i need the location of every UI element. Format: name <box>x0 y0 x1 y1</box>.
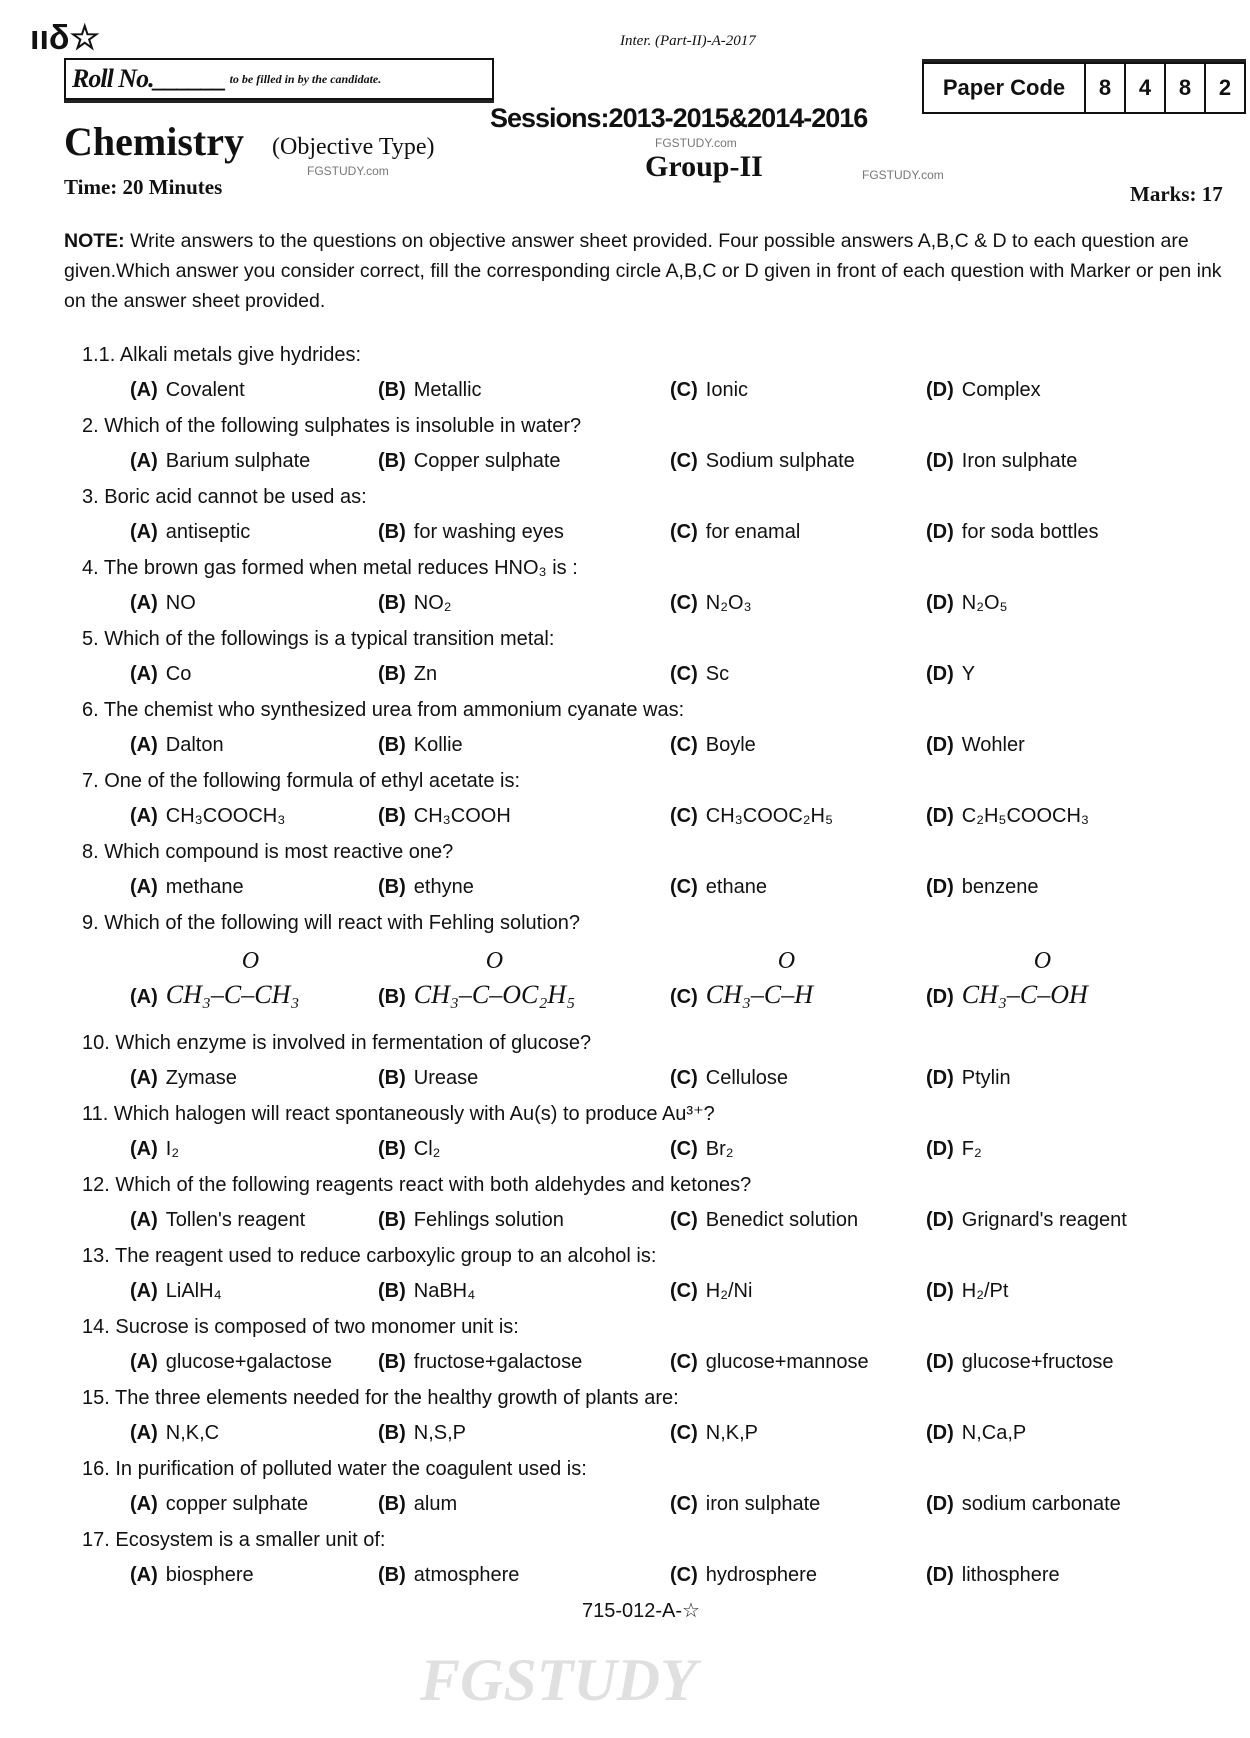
option-text: Covalent <box>165 379 245 401</box>
question-item <box>0 1170 1250 1241</box>
answer-option <box>670 663 729 686</box>
option-text: Cellulose <box>705 1067 789 1089</box>
option-text: NaBH₄ <box>413 1280 476 1302</box>
option-text: Boyle <box>705 734 756 756</box>
question-item <box>0 1312 1250 1383</box>
answer-option <box>670 1280 752 1303</box>
answer-option <box>130 379 245 402</box>
option-letter: (B) <box>378 1280 406 1302</box>
answer-option <box>926 1209 1127 1232</box>
answer-option <box>378 1351 582 1374</box>
option-letter: (B) <box>378 450 406 472</box>
answer-option <box>670 1493 820 1516</box>
answer-option <box>130 1138 179 1161</box>
option-text: N,K,P <box>705 1422 759 1444</box>
answer-option <box>670 1209 858 1232</box>
option-text: methane <box>165 876 244 898</box>
answer-option <box>926 1138 982 1161</box>
carbonyl-oxygen: O <box>485 948 504 974</box>
option-letter: (D) <box>926 1493 954 1515</box>
option-text: antiseptic <box>165 521 251 543</box>
option-letter: (A) <box>130 592 158 614</box>
option-text: N,K,C <box>165 1422 220 1444</box>
answer-option <box>130 1280 222 1303</box>
option-letter: (A) <box>130 1422 158 1444</box>
roll-label: Roll No.______ <box>72 64 226 93</box>
question-text: 5. Which of the followings is a typical transition metal: <box>82 628 555 650</box>
answer-option <box>130 1422 219 1445</box>
question-item <box>0 1099 1250 1170</box>
option-letter: (D) <box>926 1351 954 1373</box>
answer-option <box>926 450 1077 473</box>
answer-option <box>670 1138 734 1161</box>
paper-code-digit: 8 <box>1084 64 1124 112</box>
paper-code-digit: 8 <box>1164 64 1204 112</box>
option-text: biosphere <box>165 1564 254 1586</box>
option-text: Ptylin <box>961 1067 1011 1089</box>
question-item <box>0 837 1250 908</box>
answer-option <box>378 948 576 1010</box>
option-text: N₂O₅ <box>961 592 1008 614</box>
option-letter: (C) <box>670 1138 698 1160</box>
option-letter: (A) <box>130 1351 158 1373</box>
answer-option <box>130 1564 254 1587</box>
answer-option <box>378 1280 475 1303</box>
answer-option <box>926 876 1039 899</box>
answer-option <box>670 1422 758 1445</box>
answer-option <box>926 663 975 686</box>
answer-option <box>670 1564 817 1587</box>
option-letter: (A) <box>130 1564 158 1586</box>
option-text: Ionic <box>705 379 749 401</box>
question-item <box>0 1383 1250 1454</box>
option-text: for soda bottles <box>961 521 1099 543</box>
option-letter: (D) <box>926 450 954 472</box>
option-text: N,Ca,P <box>961 1422 1027 1444</box>
answer-option <box>670 734 756 757</box>
option-text: Complex <box>961 379 1041 401</box>
option-letter: (C) <box>670 379 698 401</box>
option-letter: (A) <box>130 805 158 827</box>
question-item <box>0 695 1250 766</box>
option-letter: (A) <box>130 876 158 898</box>
paper-code-label: Paper Code <box>942 75 1066 100</box>
question-item <box>0 624 1250 695</box>
question-item <box>0 766 1250 837</box>
answer-option <box>926 1422 1026 1445</box>
option-letter: (C) <box>670 805 698 827</box>
option-text: Br₂ <box>705 1138 734 1160</box>
option-letter: (C) <box>670 521 698 543</box>
option-letter: (D) <box>926 1209 954 1231</box>
answer-option <box>378 734 463 757</box>
option-text: Benedict solution <box>705 1209 859 1231</box>
option-letter: (B) <box>378 521 406 543</box>
option-letter: (C) <box>670 592 698 614</box>
option-text: N₂O₃ <box>705 592 752 614</box>
option-letter: (C) <box>670 663 698 685</box>
watermark-logo: FGSTUDY <box>420 1647 697 1713</box>
option-text: Sodium sulphate <box>705 450 855 472</box>
answer-option <box>378 1493 457 1516</box>
question-item <box>0 553 1250 624</box>
option-text: Tollen's reagent <box>165 1209 306 1231</box>
exam-label: Inter. (Part-II)-A-2017 <box>620 33 756 49</box>
subject-title: Chemistry <box>64 119 244 164</box>
option-letter: (B) <box>378 1422 406 1444</box>
option-letter: (B) <box>378 1564 406 1586</box>
question-text: 10. Which enzyme is involved in fermentation of glucose? <box>82 1032 592 1054</box>
option-text: N,S,P <box>413 1422 467 1444</box>
option-text: copper sulphate <box>165 1493 309 1515</box>
question-text: 13. The reagent used to reduce carboxylic group to an alcohol is: <box>82 1245 657 1267</box>
time-label: Time: 20 Minutes <box>64 175 223 199</box>
question-text: 7. One of the following formula of ethyl acetate is: <box>82 770 521 792</box>
structural-formula <box>705 948 814 1010</box>
answer-option <box>378 521 564 544</box>
answer-option <box>670 805 833 828</box>
structural-formula <box>165 948 300 1010</box>
answer-option <box>926 805 1089 828</box>
option-letter: (D) <box>926 986 954 1008</box>
answer-option <box>130 521 250 544</box>
option-letter: (A) <box>130 379 158 401</box>
option-text: Iron sulphate <box>961 450 1078 472</box>
answer-option <box>130 592 196 615</box>
option-text: CH₃COOCH₃ <box>165 805 286 827</box>
answer-option <box>926 734 1025 757</box>
answer-option <box>130 948 300 1010</box>
answer-option <box>130 1067 237 1090</box>
option-letter: (C) <box>670 986 698 1008</box>
answer-option <box>670 1351 869 1374</box>
option-letter: (A) <box>130 1280 158 1302</box>
option-letter: (A) <box>130 1067 158 1089</box>
option-letter: (D) <box>926 734 954 756</box>
option-text: Urease <box>413 1067 479 1089</box>
answer-option <box>670 948 814 1010</box>
roll-hint: to be filled in by the candidate. <box>229 71 382 86</box>
option-text: glucose+galactose <box>165 1351 332 1373</box>
option-letter: (C) <box>670 1564 698 1586</box>
option-text: Grignard's reagent <box>961 1209 1127 1231</box>
instructions-note <box>64 226 1224 316</box>
paper-footer-code: 715-012-A-☆ <box>582 1600 700 1622</box>
option-text: glucose+mannose <box>705 1351 869 1373</box>
option-letter: (B) <box>378 379 406 401</box>
option-text: Zn <box>413 663 438 685</box>
option-text: atmosphere <box>413 1564 520 1586</box>
answer-option <box>378 1209 564 1232</box>
answer-option <box>378 876 474 899</box>
option-letter: (D) <box>926 663 954 685</box>
option-text: sodium carbonate <box>961 1493 1121 1515</box>
answer-option <box>130 734 224 757</box>
answer-option <box>926 948 1088 1010</box>
option-letter: (D) <box>926 1067 954 1089</box>
answer-option <box>378 1138 440 1161</box>
carbonyl-oxygen: O <box>1033 948 1052 974</box>
answer-option <box>926 1067 1011 1090</box>
question-text: 6. The chemist who synthesized urea from ammonium cyanate was: <box>82 699 685 721</box>
option-letter: (A) <box>130 1493 158 1515</box>
option-text: Metallic <box>413 379 482 401</box>
question-item <box>0 1454 1250 1525</box>
option-text: H₂/Ni <box>705 1280 753 1302</box>
option-letter: (D) <box>926 1280 954 1302</box>
option-text: LiAlH₄ <box>165 1280 222 1302</box>
watermark-text: FGSTUDY.com <box>862 168 944 182</box>
carbonyl-oxygen: O <box>241 948 260 974</box>
formula-text: CH₃–C–OC₂H₅ <box>413 980 576 1009</box>
structural-formula <box>413 948 576 1010</box>
question-text: 4. The brown gas formed when metal reduces HNO₃ is : <box>82 557 578 579</box>
question-text: 8. Which compound is most reactive one? <box>82 841 454 863</box>
option-letter: (C) <box>670 1493 698 1515</box>
question-text: 16. In purification of polluted water the coagulent used is: <box>82 1458 587 1480</box>
answer-option <box>378 450 561 473</box>
formula-text: CH₃–C–CH₃ <box>165 980 300 1009</box>
watermark-text: FGSTUDY.com <box>307 164 389 178</box>
option-letter: (B) <box>378 1209 406 1231</box>
question-text: 17. Ecosystem is a smaller unit of: <box>82 1529 386 1551</box>
question-text: 12. Which of the following reagents react with both aldehydes and ketones? <box>82 1174 752 1196</box>
question-text: 11. Which halogen will react spontaneously with Au(s) to produce Au³⁺? <box>82 1103 715 1125</box>
answer-option <box>926 521 1099 544</box>
answer-option <box>670 379 748 402</box>
question-item <box>0 1241 1250 1312</box>
option-letter: (B) <box>378 663 406 685</box>
option-text: CH₃COOC₂H₅ <box>705 805 834 827</box>
roll-no-box <box>64 58 494 100</box>
option-text: glucose+fructose <box>961 1351 1114 1373</box>
handwritten-mark: ııδ☆ <box>30 19 100 57</box>
answer-option <box>926 1564 1060 1587</box>
answer-option <box>378 1067 478 1090</box>
answer-option <box>670 450 855 473</box>
answer-option <box>926 1280 1008 1303</box>
option-text: NO₂ <box>413 592 452 614</box>
answer-option <box>130 1493 308 1516</box>
option-text: ethane <box>705 876 767 898</box>
answer-option <box>926 1351 1114 1374</box>
answer-option <box>130 663 191 686</box>
option-text: Barium sulphate <box>165 450 311 472</box>
option-letter: (C) <box>670 450 698 472</box>
option-text: I₂ <box>165 1138 180 1160</box>
question-item <box>0 340 1250 411</box>
option-letter: (D) <box>926 521 954 543</box>
answer-option <box>378 592 452 615</box>
option-letter: (B) <box>378 1493 406 1515</box>
option-text: hydrosphere <box>705 1564 817 1586</box>
structural-formula <box>961 948 1088 1010</box>
option-letter: (B) <box>378 1067 406 1089</box>
question-item <box>0 482 1250 553</box>
answer-option <box>926 1493 1121 1516</box>
note-text: Write answers to the questions on objective answer sheet provided. Four possible answers A,B,C & D to each question are given.Which answer you consider correct, fill the corresponding circle A,B,C or D given in front of each question with Marker or pen ink on the answer sheet provided. <box>64 230 1222 312</box>
option-text: Co <box>165 663 192 685</box>
option-text: ethyne <box>413 876 474 898</box>
option-letter: (B) <box>378 592 406 614</box>
answer-option <box>670 592 752 615</box>
option-letter: (D) <box>926 1138 954 1160</box>
option-letter: (C) <box>670 1280 698 1302</box>
option-letter: (B) <box>378 805 406 827</box>
option-text: Y <box>961 663 976 685</box>
question-item <box>0 1028 1250 1099</box>
option-text: Cl₂ <box>413 1138 441 1160</box>
option-letter: (C) <box>670 1209 698 1231</box>
paper-code-digit: 4 <box>1124 64 1164 112</box>
option-text: F₂ <box>961 1138 982 1160</box>
marks-label: Marks: 17 <box>1130 182 1223 206</box>
answer-option <box>926 379 1041 402</box>
answer-option <box>130 450 310 473</box>
group-label: Group-II <box>645 150 763 183</box>
option-letter: (C) <box>670 734 698 756</box>
question-item <box>0 908 1250 1028</box>
answer-option <box>130 876 244 899</box>
option-letter: (B) <box>378 876 406 898</box>
option-text: H₂/Pt <box>961 1280 1009 1302</box>
answer-option <box>130 805 285 828</box>
option-text: Zymase <box>165 1067 237 1089</box>
option-letter: (D) <box>926 805 954 827</box>
question-item <box>0 1525 1250 1596</box>
formula-text: CH₃–C–H <box>705 980 814 1009</box>
option-text: Wohler <box>961 734 1025 756</box>
option-text: for enamal <box>705 521 801 543</box>
answer-option <box>378 379 482 402</box>
option-letter: (C) <box>670 1067 698 1089</box>
option-letter: (D) <box>926 379 954 401</box>
option-text: fructose+galactose <box>413 1351 583 1373</box>
option-letter: (A) <box>130 663 158 685</box>
answer-option <box>378 663 437 686</box>
question-list <box>0 340 1250 1596</box>
option-letter: (D) <box>926 1422 954 1444</box>
option-text: Copper sulphate <box>413 450 561 472</box>
question-text: 3. Boric acid cannot be used as: <box>82 486 367 508</box>
option-text: CH₃COOH <box>413 805 511 827</box>
option-letter: (B) <box>378 1138 406 1160</box>
option-letter: (B) <box>378 986 406 1008</box>
option-letter: (A) <box>130 734 158 756</box>
option-text: C₂H₅COOCH₃ <box>961 805 1090 827</box>
answer-option <box>378 1564 519 1587</box>
option-text: Fehlings solution <box>413 1209 564 1231</box>
sessions: Sessions:2013-2015&2014-2016 <box>490 103 868 133</box>
option-letter: (D) <box>926 592 954 614</box>
option-text: lithosphere <box>961 1564 1060 1586</box>
question-item <box>0 411 1250 482</box>
answer-option <box>378 1422 466 1445</box>
paper-type: (Objective Type) <box>272 134 435 160</box>
question-text: 14. Sucrose is composed of two monomer unit is: <box>82 1316 519 1338</box>
option-text: Dalton <box>165 734 224 756</box>
paper-code-digit: 2 <box>1204 64 1244 112</box>
option-letter: (A) <box>130 986 158 1008</box>
option-letter: (A) <box>130 1209 158 1231</box>
option-text: iron sulphate <box>705 1493 821 1515</box>
option-letter: (C) <box>670 1351 698 1373</box>
option-letter: (A) <box>130 521 158 543</box>
option-text: alum <box>413 1493 458 1515</box>
option-letter: (D) <box>926 1564 954 1586</box>
option-letter: (B) <box>378 1351 406 1373</box>
watermark-text: FGSTUDY.com <box>655 136 737 150</box>
option-text: for washing eyes <box>413 521 564 543</box>
carbonyl-oxygen: O <box>777 948 796 974</box>
answer-option <box>130 1209 305 1232</box>
formula-text: CH₃–C–OH <box>961 980 1088 1009</box>
paper-code-box <box>922 62 1246 114</box>
option-letter: (C) <box>670 1422 698 1444</box>
question-text: 9. Which of the following will react with Fehling solution? <box>82 912 581 934</box>
note-label: NOTE: <box>64 230 125 252</box>
answer-option <box>130 1351 332 1374</box>
option-letter: (B) <box>378 734 406 756</box>
answer-option <box>926 592 1008 615</box>
option-text: Kollie <box>413 734 463 756</box>
option-letter: (D) <box>926 876 954 898</box>
answer-option <box>378 805 511 828</box>
option-letter: (A) <box>130 1138 158 1160</box>
option-text: benzene <box>961 876 1039 898</box>
question-text: 1.1. Alkali metals give hydrides: <box>82 344 362 366</box>
answer-option <box>670 876 767 899</box>
option-text: Sc <box>705 663 730 685</box>
answer-option <box>670 521 800 544</box>
option-letter: (C) <box>670 876 698 898</box>
question-text: 2. Which of the following sulphates is insoluble in water? <box>82 415 582 437</box>
answer-option <box>670 1067 788 1090</box>
option-text: NO <box>165 592 196 614</box>
question-text: 15. The three elements needed for the healthy growth of plants are: <box>82 1387 679 1409</box>
option-letter: (A) <box>130 450 158 472</box>
